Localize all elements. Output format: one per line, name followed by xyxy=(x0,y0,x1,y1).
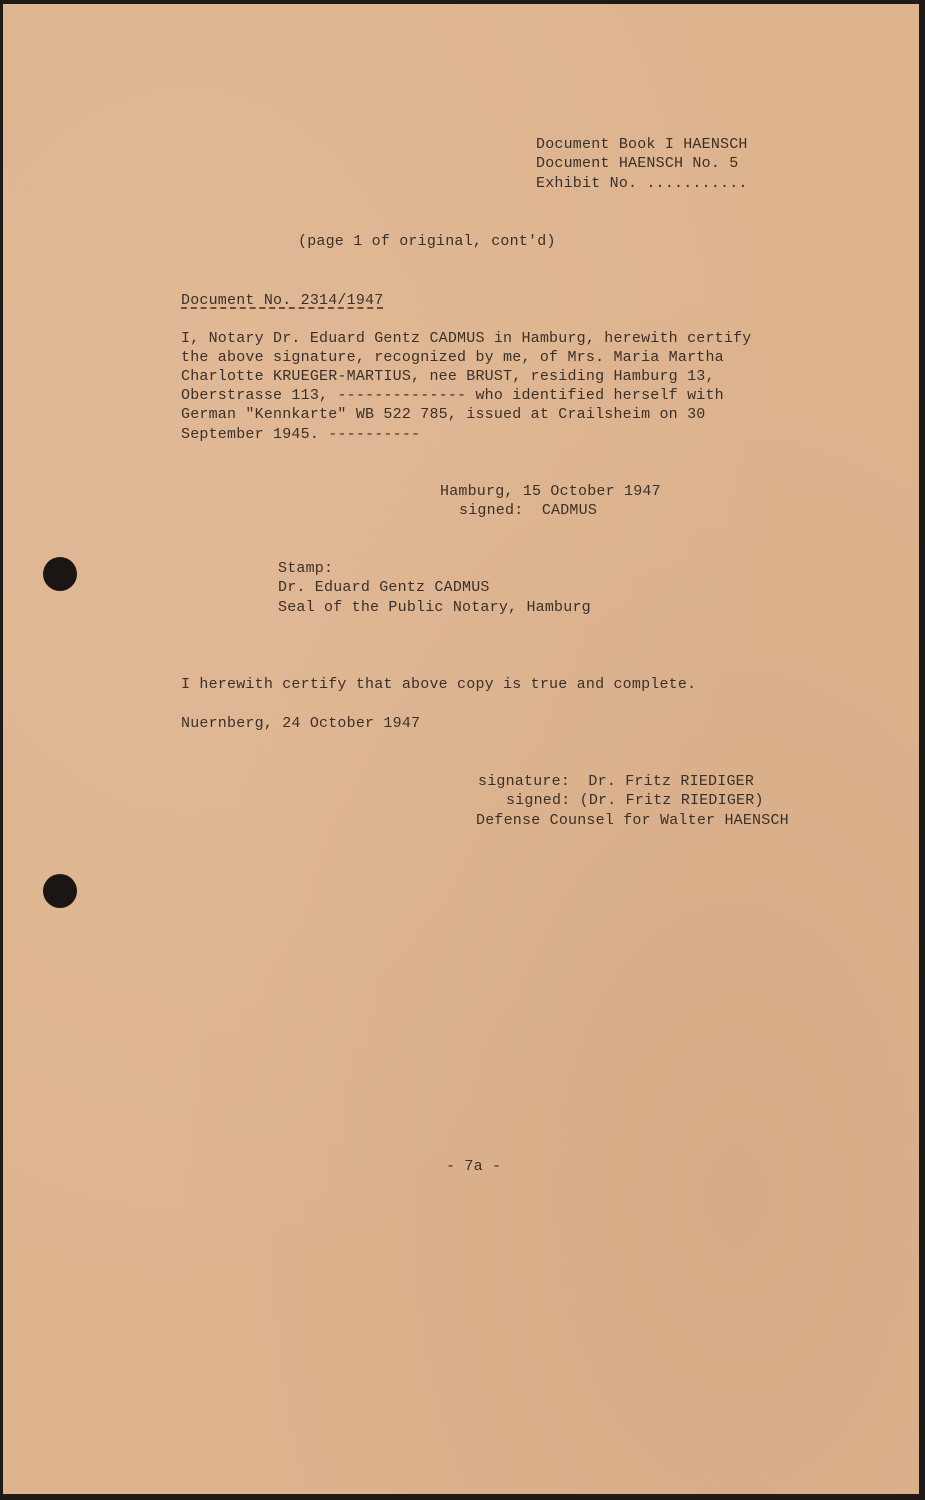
body-line-1: I, Notary Dr. Eduard Gentz CADMUS in Hamburg, herewith certify xyxy=(181,330,752,347)
certification-date: Nuernberg, 24 October 1947 xyxy=(181,715,421,732)
punch-hole-top xyxy=(43,557,77,591)
body-line-4: Oberstrasse 113, -------------- who identified herself with xyxy=(181,387,724,404)
header-document-book: Document Book I HAENSCH xyxy=(536,136,748,153)
body-line-2: the above signature, recognized by me, of Mrs. Maria Martha xyxy=(181,349,724,366)
body-line-3: Charlotte KRUEGER-MARTIUS, nee BRUST, residing Hamburg 13, xyxy=(181,368,715,385)
counsel-signature-line: signature: Dr. Fritz RIEDIGER xyxy=(478,773,755,790)
body-line-6: September 1945. ---------- xyxy=(181,426,421,443)
header-document-number: Document HAENSCH No. 5 xyxy=(536,155,739,172)
counsel-title-line: Defense Counsel for Walter HAENSCH xyxy=(476,812,789,829)
document-page xyxy=(3,4,919,1494)
document-number-heading: Document No. 2314/1947 xyxy=(181,292,384,309)
page-continuation-note: (page 1 of original, cont'd) xyxy=(298,233,556,250)
stamp-notary-name: Dr. Eduard Gentz CADMUS xyxy=(278,579,490,596)
counsel-signed-line: signed: (Dr. Fritz RIEDIGER) xyxy=(506,792,764,809)
notary-signed-line: signed: CADMUS xyxy=(459,502,598,519)
certification-statement: I herewith certify that above copy is true and complete. xyxy=(181,676,697,693)
stamp-seal-text: Seal of the Public Notary, Hamburg xyxy=(278,599,591,616)
header-exhibit-number: Exhibit No. ........... xyxy=(536,175,748,192)
body-line-5: German "Kennkarte" WB 522 785, issued at Crailsheim on 30 xyxy=(181,406,706,423)
stamp-label: Stamp: xyxy=(278,560,334,577)
punch-hole-bottom xyxy=(43,874,77,908)
place-and-date: Hamburg, 15 October 1947 xyxy=(440,483,661,500)
page-number: - 7a - xyxy=(446,1158,502,1175)
